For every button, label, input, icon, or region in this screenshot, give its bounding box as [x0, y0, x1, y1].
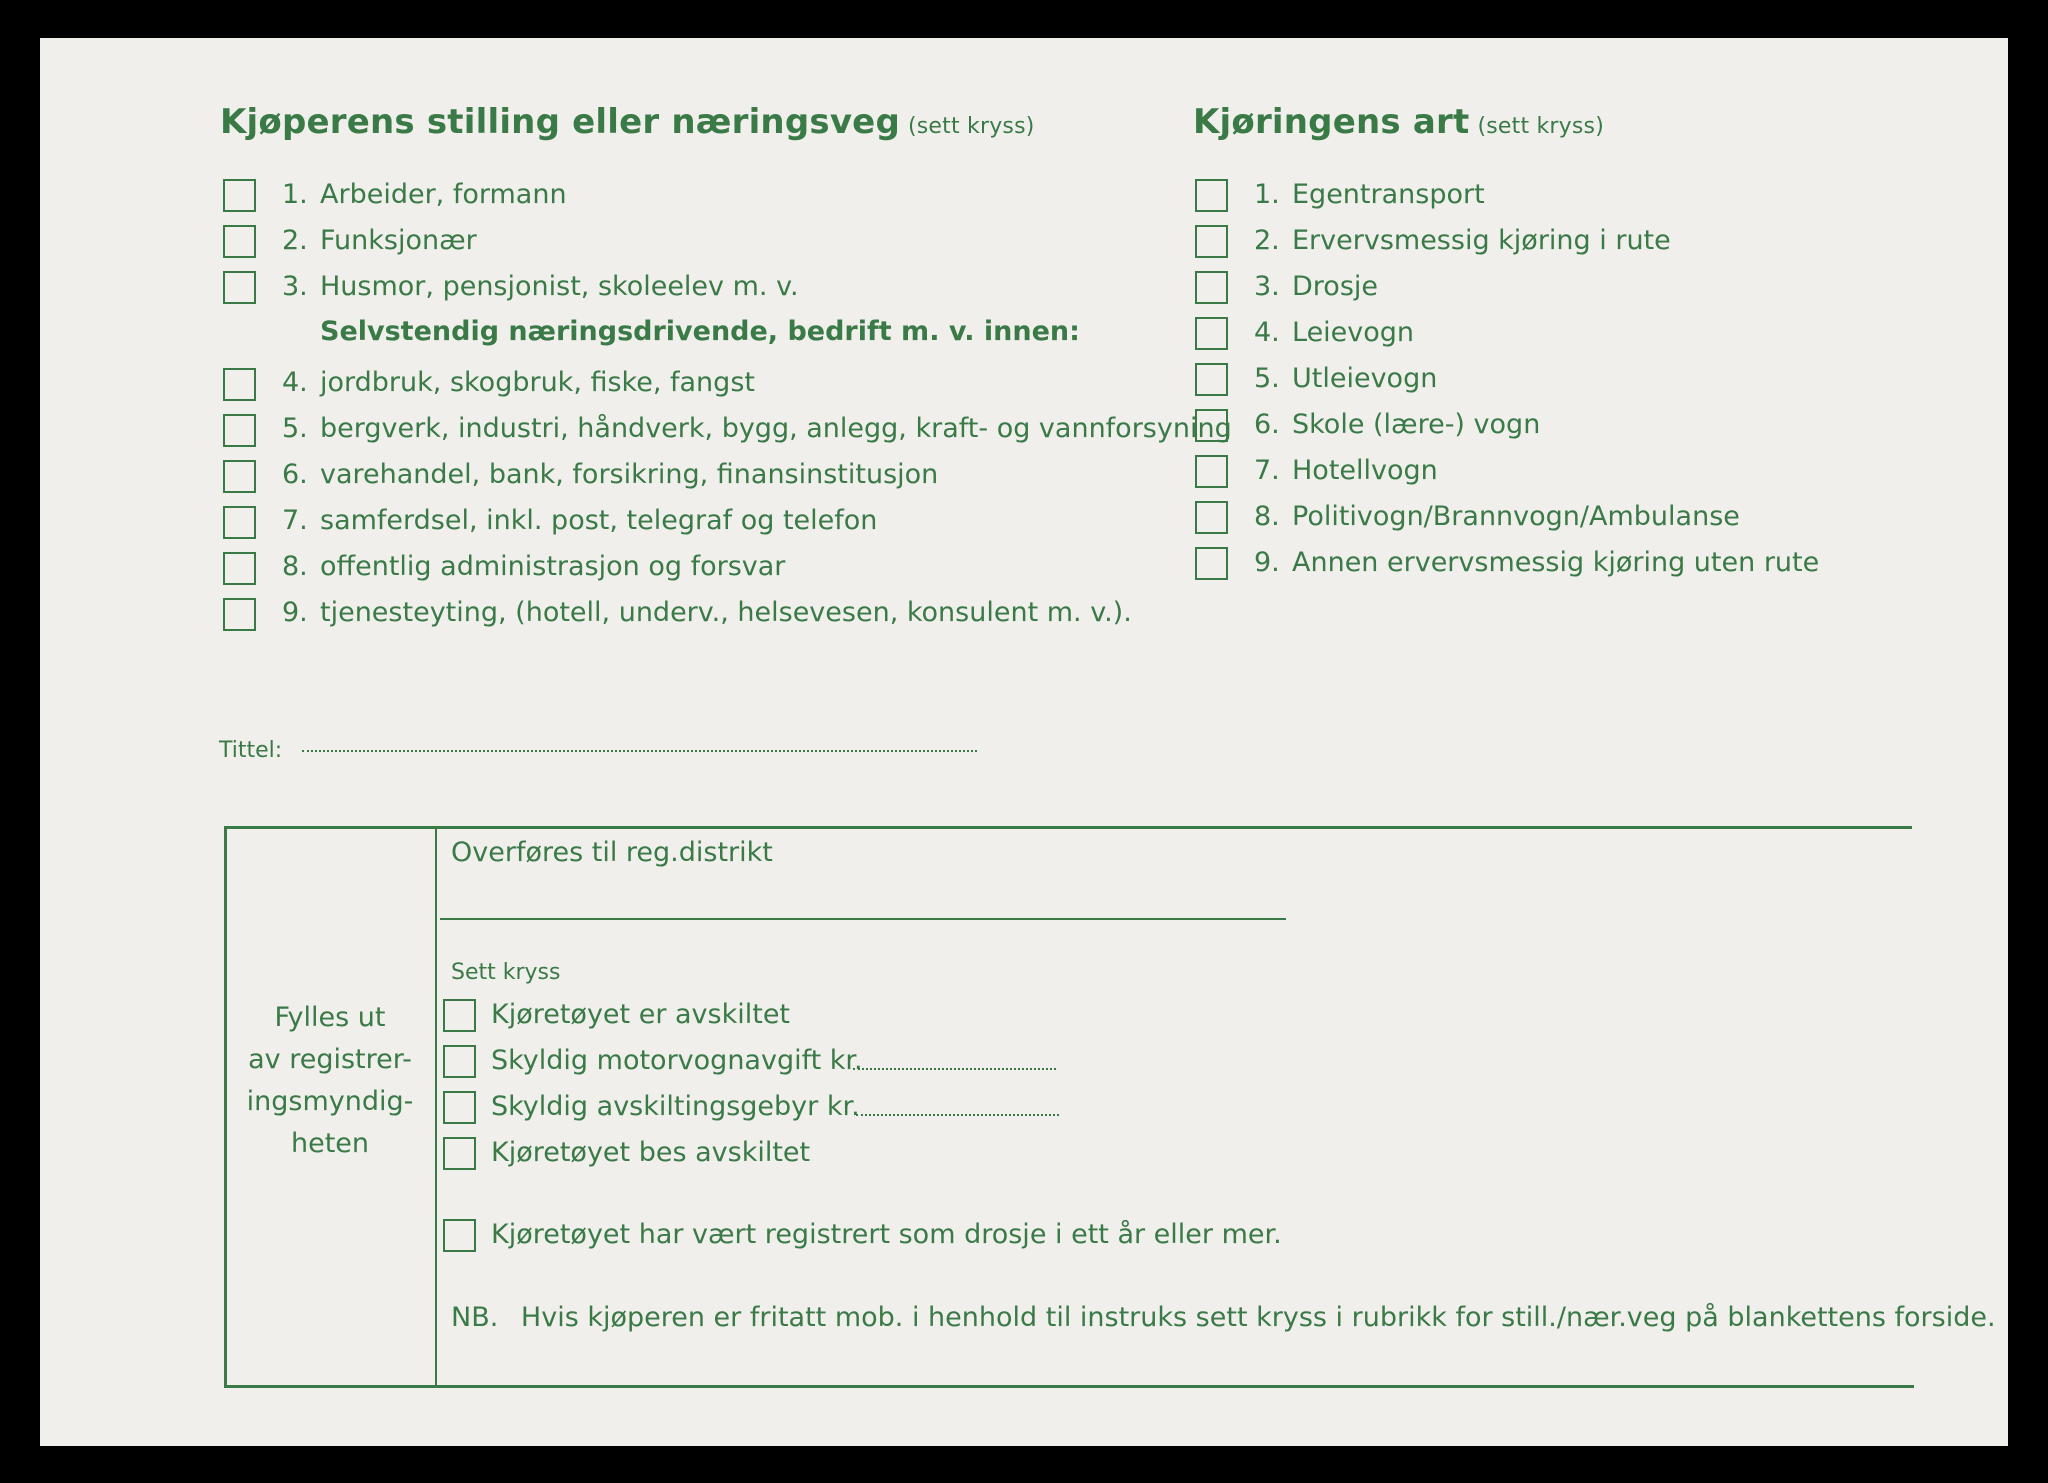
occupation-checkbox-5[interactable] [223, 414, 256, 447]
buyer-occupation-heading [220, 102, 1035, 142]
vehicle-tax-checkbox[interactable] [443, 1045, 476, 1078]
transfer-district-label: Overføres til reg.distrikt [451, 837, 773, 868]
occupation-item-1: 1. Arbeider, formann [282, 179, 567, 210]
driving-item-9: 9. Annen ervervsmessig kjøring uten rute [1254, 547, 1820, 578]
taxi-registered-checkbox[interactable] [443, 1219, 476, 1252]
plates-removed-label: Kjøretøyet er avskiltet [491, 999, 791, 1030]
driving-type-note: (sett kryss) [1477, 114, 1604, 139]
office-side-label: Fylles ut av registrer- ingsmyndig- heten [246, 1002, 414, 1159]
occupation-item-9: 9. tjenesteyting, (hotell, underv., helsevesen, konsulent m. v.). [282, 597, 1132, 628]
nb-text: Hvis kjøperen er fritatt mob. i henhold til instruks sett kryss i rubrikk for still./nær.veg på blankettens forside. [520, 1302, 1996, 1333]
driving-checkbox-6[interactable] [1195, 409, 1228, 442]
driving-item-6: 6. Skole (lære-) vogn [1254, 409, 1541, 440]
vehicle-tax-amount-input[interactable] [853, 1068, 1056, 1070]
title-field-label: Tittel: [219, 738, 283, 763]
office-box-top-border [224, 826, 1912, 829]
occupation-item-6: 6. varehandel, bank, forsikring, finansinstitusjon [282, 459, 939, 490]
driving-type-title: Kjøringens art [1193, 102, 1470, 142]
nb-label: NB. [451, 1302, 499, 1333]
transfer-district-input[interactable] [440, 918, 1286, 920]
occupation-item-2: 2. Funksjonær [282, 225, 477, 256]
remove-plates-label: Kjøretøyet bes avskiltet [491, 1137, 811, 1168]
buyer-occupation-title: Kjøperens stilling eller næringsveg [220, 102, 900, 142]
self-employed-subheading: Selvstendig næringsdrivende, bedrift m. v. innen: [320, 316, 1080, 347]
driving-item-8: 8. Politivogn/Brannvogn/Ambulanse [1254, 501, 1740, 532]
driving-checkbox-1[interactable] [1195, 179, 1228, 212]
driving-checkbox-3[interactable] [1195, 271, 1228, 304]
nb-note [451, 1302, 1996, 1333]
vehicle-tax-label: Skyldig motorvognavgift kr. [491, 1045, 863, 1076]
taxi-registered-label: Kjøretøyet har vært registrert som drosje i ett år eller mer. [491, 1219, 1282, 1250]
office-box-divider [435, 828, 437, 1385]
occupation-checkbox-9[interactable] [223, 598, 256, 631]
form-page [40, 38, 2008, 1446]
driving-item-1: 1. Egentransport [1254, 179, 1485, 210]
buyer-occupation-note: (sett kryss) [907, 114, 1035, 139]
occupation-checkbox-1[interactable] [223, 179, 256, 212]
driving-checkbox-2[interactable] [1195, 225, 1228, 258]
driving-item-4: 4. Leievogn [1254, 317, 1415, 348]
occupation-checkbox-7[interactable] [223, 506, 256, 539]
remove-plates-checkbox[interactable] [443, 1137, 476, 1170]
occupation-checkbox-8[interactable] [223, 552, 256, 585]
driving-type-heading [1193, 102, 1604, 142]
occupation-item-4: 4. jordbruk, skogbruk, fiske, fangst [282, 367, 755, 398]
plate-fee-label: Skyldig avskiltingsgebyr kr. [491, 1091, 860, 1122]
occupation-item-3: 3. Husmor, pensjonist, skoleelev m. v. [282, 271, 799, 302]
driving-item-7: 7. Hotellvogn [1254, 455, 1438, 486]
plates-removed-checkbox[interactable] [443, 999, 476, 1032]
sett-kryss-label: Sett kryss [451, 960, 561, 985]
occupation-item-7: 7. samferdsel, inkl. post, telegraf og telefon [282, 505, 878, 536]
driving-checkbox-7[interactable] [1195, 455, 1228, 488]
plate-fee-amount-input[interactable] [856, 1114, 1059, 1116]
occupation-item-8: 8. offentlig administrasjon og forsvar [282, 551, 786, 582]
occupation-checkbox-4[interactable] [223, 368, 256, 401]
occupation-checkbox-6[interactable] [223, 460, 256, 493]
driving-item-2: 2. Ervervsmessig kjøring i rute [1254, 225, 1671, 256]
driving-item-3: 3. Drosje [1254, 271, 1378, 302]
driving-checkbox-8[interactable] [1195, 501, 1228, 534]
occupation-checkbox-2[interactable] [223, 225, 256, 258]
driving-item-5: 5. Utleievogn [1254, 363, 1438, 394]
occupation-item-5: 5. bergverk, industri, håndverk, bygg, anlegg, kraft- og vannforsyning [282, 413, 1232, 444]
plate-fee-checkbox[interactable] [443, 1091, 476, 1124]
office-box-left-border [224, 826, 227, 1387]
office-box-bottom-border [224, 1385, 1914, 1388]
driving-checkbox-9[interactable] [1195, 547, 1228, 580]
driving-checkbox-4[interactable] [1195, 317, 1228, 350]
occupation-checkbox-3[interactable] [223, 271, 256, 304]
driving-checkbox-5[interactable] [1195, 363, 1228, 396]
title-field-input[interactable] [302, 750, 977, 752]
